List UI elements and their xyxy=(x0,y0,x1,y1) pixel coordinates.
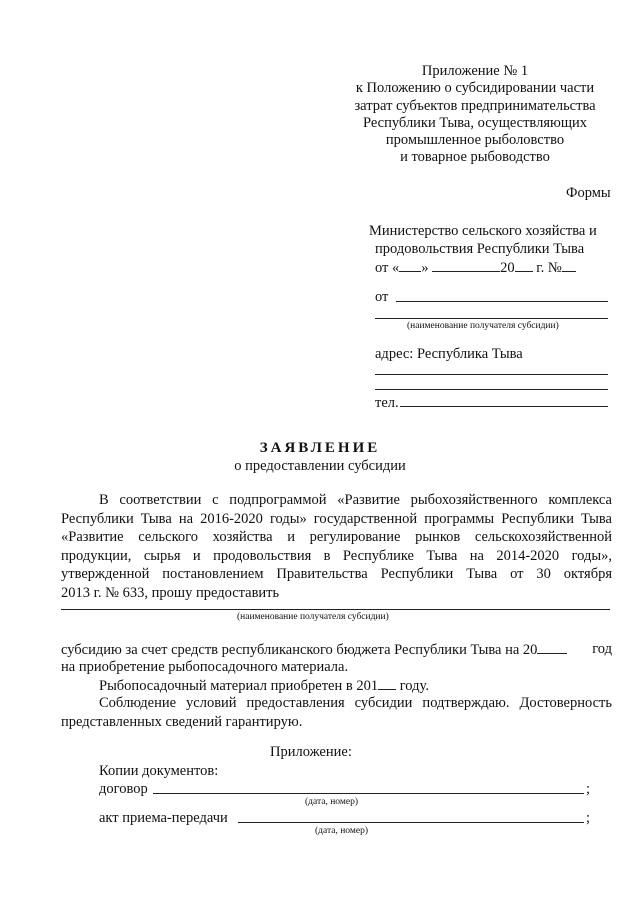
act-field[interactable] xyxy=(238,822,584,823)
date-month-field[interactable] xyxy=(432,259,500,272)
address-label: адрес: Республика Тыва xyxy=(375,346,523,362)
forms-label: Формы xyxy=(566,185,611,201)
act-caption: (дата, номер) xyxy=(315,826,368,836)
recipient-name-field[interactable] xyxy=(61,609,610,610)
date-number-line xyxy=(375,259,576,277)
contract-terminator: ; xyxy=(586,781,591,797)
paragraph-line: Республики Тыва на 2016-2020 годы» государственной программы Республики Тыва xyxy=(61,510,612,527)
paragraph-line: «Развитие сельского хозяйства и регулирование рынков сельскохозяйственной xyxy=(61,529,612,546)
compliance-paragraph xyxy=(61,695,612,732)
from-field-2[interactable] xyxy=(375,318,608,319)
from-caption: (наименование получателя субсидии) xyxy=(407,321,559,331)
paragraph-line: В соответствии с подпрограммой «Развитие рыбохозяйственного комплекса xyxy=(99,492,612,508)
from-field[interactable] xyxy=(396,301,608,302)
act-terminator: ; xyxy=(586,810,591,826)
annex-header-line: Республики Тыва, осуществляющих xyxy=(363,114,587,131)
purchased-line xyxy=(99,677,429,695)
annex-header xyxy=(335,63,615,167)
compliance-line: Соблюдение условий предоставления субсидии подтверждаю. Достоверность xyxy=(99,695,612,711)
annex-header-line: и товарное рыбоводство xyxy=(400,149,550,166)
subsidy-year-line xyxy=(61,641,612,659)
paragraph-line: продукции, сырья и продовольствия в Республике Тыва на 2014-2020 годы», xyxy=(61,547,612,564)
copies-label: Копии документов: xyxy=(99,763,219,779)
annex-header-line: затрат субъектов предпринимательства xyxy=(354,97,596,114)
paragraph-line: утвержденной постановлением Правительства Республики Тыва от 30 октября xyxy=(61,566,612,583)
ministry-line-2: продовольствия Республики Тыва xyxy=(375,241,585,257)
from-label: от xyxy=(375,289,389,305)
date-year-prefix: 20 xyxy=(500,260,515,276)
purchase-year-field[interactable] xyxy=(378,677,396,690)
contract-field[interactable] xyxy=(153,793,584,794)
date-number-label: г. № xyxy=(536,260,562,276)
contract-label: договор xyxy=(99,781,148,797)
address-field-2[interactable] xyxy=(375,389,608,390)
attachment-heading: Приложение: xyxy=(270,744,352,760)
date-mid: » xyxy=(421,260,429,276)
purchased-text: Рыбопосадочный материал приобретен в 201 xyxy=(99,678,379,694)
purpose-line: на приобретение рыбопосадочного материала. xyxy=(61,659,349,675)
address-field-1[interactable] xyxy=(375,374,608,375)
ministry-line-1: Министерство сельского хозяйства и xyxy=(369,223,597,239)
number-field[interactable] xyxy=(562,259,576,272)
title-main: ЗАЯВЛЕНИЕ xyxy=(259,440,381,456)
annex-header-line: к Положению о субсидировании части xyxy=(355,80,595,97)
subsidy-year-suffix: год xyxy=(592,641,612,657)
date-year-field[interactable] xyxy=(515,259,533,272)
subsidy-year-field[interactable] xyxy=(537,641,567,654)
paragraph-line: 2013 г. № 633, прошу предоставить xyxy=(61,584,280,601)
document-title xyxy=(0,440,640,457)
phone-label: тел. xyxy=(375,395,399,411)
act-label: акт приема-передачи xyxy=(99,810,228,826)
subsidy-text: субсидию за счет средств республиканского бюджета Республики Тыва на 20 xyxy=(61,642,538,658)
contract-caption: (дата, номер) xyxy=(305,797,358,807)
document-subtitle: о предоставлении субсидии xyxy=(234,458,406,474)
purchased-suffix: году. xyxy=(399,678,429,694)
phone-field[interactable] xyxy=(400,406,608,407)
date-day-field[interactable] xyxy=(399,259,421,272)
annex-header-line: Приложение № 1 xyxy=(421,63,529,79)
date-prefix: от « xyxy=(375,260,400,276)
request-paragraph xyxy=(61,492,612,604)
compliance-line: представленных сведений гарантирую. xyxy=(61,713,303,730)
recipient-name-caption: (наименование получателя субсидии) xyxy=(237,612,389,622)
annex-header-line: промышленное рыболовство xyxy=(385,132,565,149)
